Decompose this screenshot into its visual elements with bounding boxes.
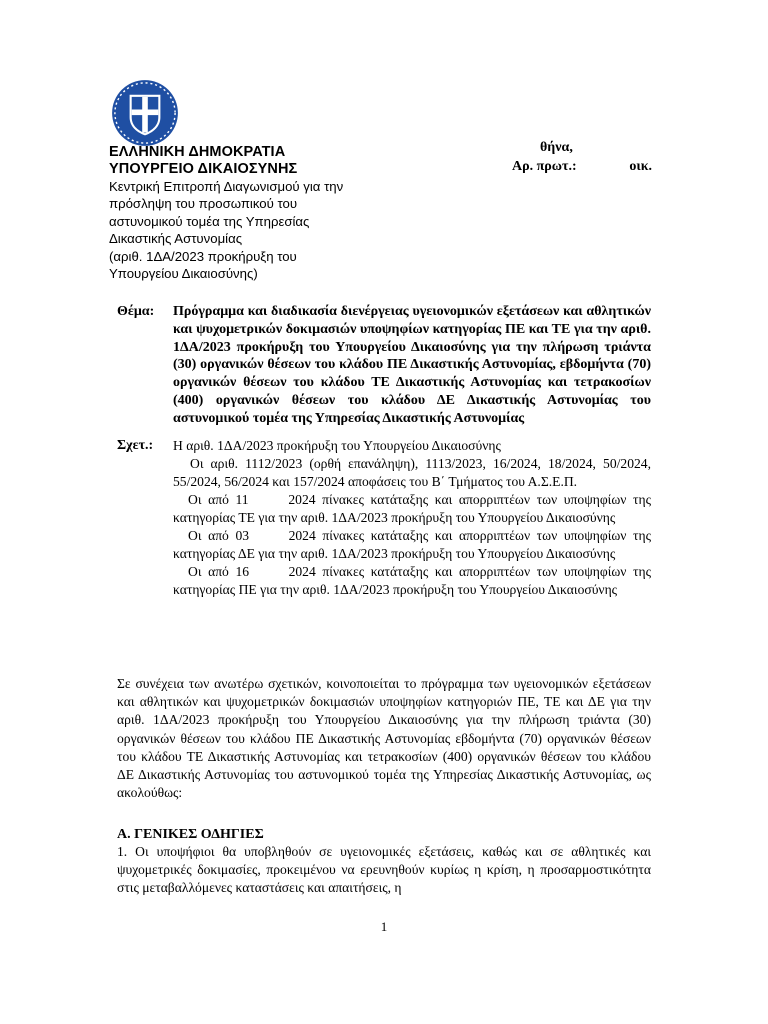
related-item: Οι από 03 2024 πίνακες κατάταξης και απορριπτέων των υποψηφίων της κατηγορίας ΔΕ για την αριθ. 1ΔΑ/2023 προκήρυξη του Υπουργείου Δικαιοσύνης: [173, 528, 655, 561]
ministry-name: ΥΠΟΥΡΓΕΙΟ ΔΙΚΑΙΟΣΥΝΗΣ: [109, 161, 298, 177]
protocol-number: [512, 158, 652, 175]
related-list: [173, 437, 655, 599]
committee-line: αστυνομικού τομέα της Υπηρεσίας: [109, 213, 310, 229]
committee-line: πρόσληψη του προσωπικού του: [109, 196, 298, 212]
committee-line: (αριθ. 1ΔΑ/2023 προκήρυξη του: [109, 248, 297, 264]
subject-body: Πρόγραμμα και διαδικασία διενέργειας υγειονομικών εξετάσεων και αθλητικών και ψυχομετρικών δοκιμασιών υποψηφίων κατηγορίας ΠΕ και ΤΕ για την αριθ. 1ΔΑ/2023 προκήρυξη του Υπουργείου Δικαιοσύνης για την πλήρωση τριάντα (30) οργανικών θέσεων του κλάδου ΠΕ Δικαστικής Αστυνομίας, εβδομήντα (70) οργανικών θέσεων του κλάδου ΤΕ Δικαστικής Αστυνομίας και τετρακοσίων (400) οργανικών θέσεων του κλάδου ΔΕ Δικαστικής Αστυνομίας του αστυνομικού τομέα της Υπηρεσίας Δικαστικής Αστυνομίας: [173, 304, 651, 426]
committee-line: Υπουργείου Δικαιοσύνης): [109, 266, 258, 282]
committee-line: Δικαστικής Αστυνομίας: [109, 231, 243, 247]
subject-label: Θέμα:: [117, 304, 155, 319]
country-name: ΕΛΛΗΝΙΚΗ ΔΗΜΟΚΡΑΤΙΑ: [109, 144, 286, 160]
related-item: Η αριθ. 1ΔΑ/2023 προκήρυξη του Υπουργείου Δικαιοσύνης: [173, 438, 501, 453]
related-label: Σχετ.:: [117, 438, 154, 453]
protocol-suffix: οικ.: [629, 159, 652, 174]
ministry-header: [109, 144, 469, 282]
committee-line: Κεντρική Επιτροπή Διαγωνισμού για την: [109, 179, 344, 194]
greek-coat-of-arms-icon: [110, 78, 180, 148]
body-paragraph: Σε συνέχεια των ανωτέρω σχετικών, κοινοποιείται το πρόγραμμα των υγειονομικών εξετάσεων και αθλητικών και ψυχομετρικών δοκιμασιών υποψηφίων κατηγοριών ΠΕ, ΤΕ και ΔΕ για την αριθ. 1ΔΑ/2023 προκήρυξη του Υπουργείου Δικαιοσύνης για την πλήρωση τριάντα (30) οργανικών θέσεων του κλάδου ΠΕ Δικαστικής Αστυνομίας εβδομήντα (70) οργανικών θέσεων του κλάδου ΤΕ Δικαστικής Αστυνομίας και τετρακοσίων (400) οργανικών θέσεων του κλάδου ΔΕ Δικαστικής Αστυνομίας του αστυνομικού τομέα της Υπηρεσίας Δικαστικής Αστυνομίας, ως ακολούθως:: [117, 676, 651, 801]
protocol-label: Αρ. πρωτ.:: [512, 159, 577, 174]
related-item: Οι αριθ. 1112/2023 (ορθή επανάληψη), 1113/2023, 16/2024, 18/2024, 50/2024, 55/2024, 56/2024 και 157/2024 αποφάσεις του Β΄ Τμήματος του Α.Σ.Ε.Π.: [173, 456, 651, 489]
page-number: 1: [380, 919, 388, 934]
section-title: Α. ΓΕΝΙΚΕΣ ΟΔΗΓΙΕΣ: [117, 827, 264, 842]
related-item: Οι από 16 2024 πίνακες κατάταξης και απορριπτέων των υποψηφίων της κατηγορίας ΠΕ για την αριθ. 1ΔΑ/2023 προκήρυξη του Υπουργείου Δικαιοσύνης: [173, 564, 655, 597]
subject-text: [173, 303, 651, 428]
section-paragraph: 1. Οι υποψήφιοι θα υποβληθούν σε υγειονομικές εξετάσεις, καθώς και σε αθλητικές και ψυχομετρικές δοκιμασίες, προκειμένου να ερευνηθούν κυρίως η κρίση, η προσαρμοστικότητα στις μεταβαλλόμενες καταστάσεις και απαιτήσεις, η: [117, 844, 651, 896]
related-item: Οι από 11 2024 πίνακες κατάταξης και απορριπτέων των υποψηφίων της κατηγορίας ΤΕ για την αριθ. 1ΔΑ/2023 προκήρυξη του Υπουργείου Δικαιοσύνης: [173, 492, 655, 525]
place-date: θήνα,: [540, 140, 573, 155]
